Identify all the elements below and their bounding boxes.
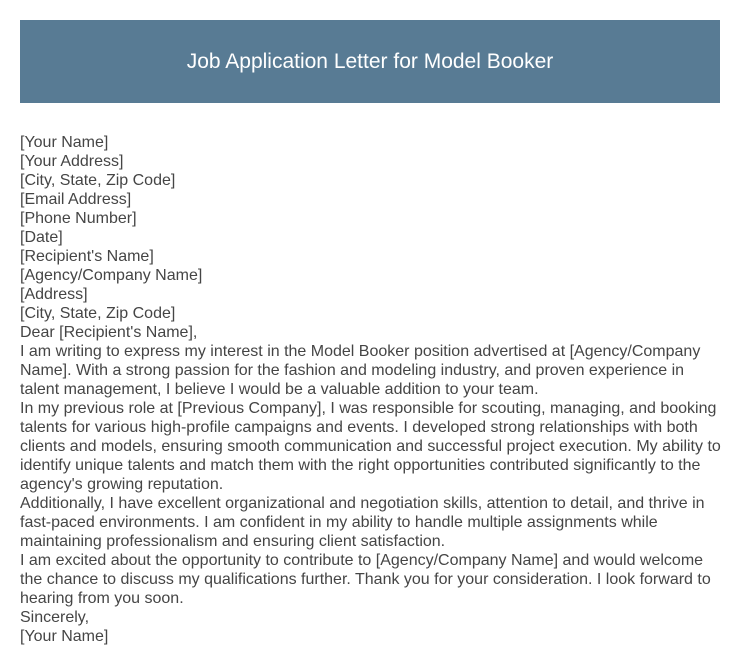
recipient-name: [Recipient's Name] <box>20 248 154 265</box>
paragraph-experience: In my previous role at [Previous Company], I was responsible for scouting, managing, and booking talents for various high-profile campaigns and events. I developed strong relationships with both clients and models, ensuring smooth communication and successful project execution. My ability to identify unique talents and match them with the right opportunities contributed significantly to the agency's growing reputation. <box>20 400 721 493</box>
sender-phone: [Phone Number] <box>20 210 137 227</box>
page-header <box>20 20 720 103</box>
salutation: Dear [Recipient's Name], <box>20 324 198 341</box>
recipient-city-state-zip: [City, State, Zip Code] <box>20 305 176 322</box>
signature: [Your Name] <box>20 628 109 645</box>
sender-name: [Your Name] <box>20 134 109 151</box>
paragraph-closing: I am excited about the opportunity to contribute to [Agency/Company Name] and would welcome the chance to discuss my qualifications further. Thank you for your consideration. I look forward to hearing from you soon. <box>20 552 711 607</box>
recipient-company: [Agency/Company Name] <box>20 267 203 284</box>
sender-city-state-zip: [City, State, Zip Code] <box>20 172 176 189</box>
paragraph-skills: Additionally, I have excellent organizational and negotiation skills, attention to detail, and thrive in fast-paced environments. I am confident in my ability to handle multiple assignments while maintaining professionalism and ensuring client satisfaction. <box>20 495 705 550</box>
paragraph-intro: I am writing to express my interest in the Model Booker position advertised at [Agency/Company Name]. With a strong passion for the fashion and modeling industry, and proven experience in talent management, I believe I would be a valuable addition to your team. <box>20 343 701 398</box>
sender-address: [Your Address] <box>20 153 124 170</box>
sender-email: [Email Address] <box>20 191 132 208</box>
page-title: Job Application Letter for Model Booker <box>186 49 554 73</box>
recipient-address: [Address] <box>20 286 88 303</box>
closing: Sincerely, <box>20 609 90 626</box>
letter-date: [Date] <box>20 229 63 246</box>
letter-body <box>20 133 725 646</box>
